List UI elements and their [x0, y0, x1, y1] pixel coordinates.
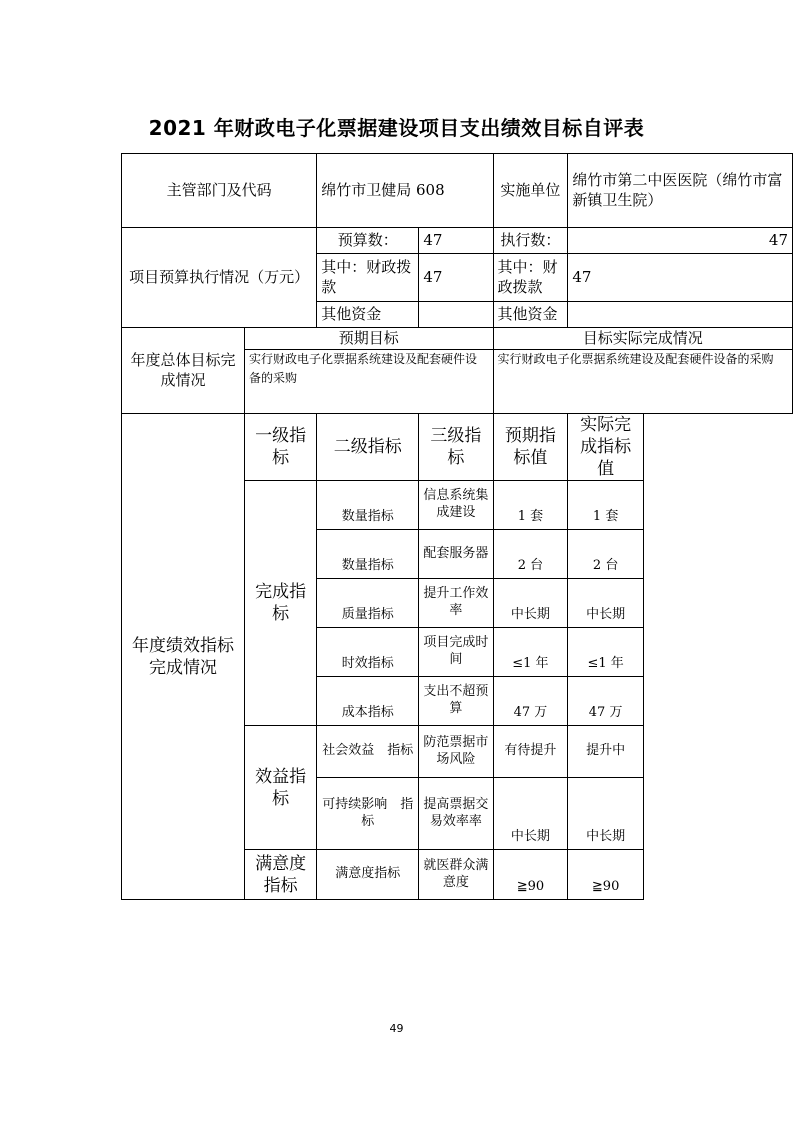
other-plan-value [419, 302, 493, 328]
level3-cell: 就医群众满意度 [419, 850, 493, 900]
level2-header: 二级指标 [317, 414, 419, 481]
actual-cell: 中长期 [568, 778, 644, 850]
expected-cell: 47 万 [493, 677, 568, 726]
dept-label: 主管部门及代码 [122, 154, 317, 228]
level2-cell: 数量指标 [317, 481, 419, 530]
actual-cell: ≧90 [568, 850, 644, 900]
level2-cell: 社会效益 指标 [317, 726, 419, 778]
fiscal-exec-label: 其中：财政拨款 [493, 254, 568, 302]
actual-cell: 1 套 [568, 481, 644, 530]
expected-cell: 有待提升 [493, 726, 568, 778]
level2-cell: 满意度指标 [317, 850, 419, 900]
dept-value: 绵竹市卫健局 608 [317, 154, 493, 228]
actual-cell: 2 台 [568, 530, 644, 579]
performance-header-row [122, 414, 793, 481]
actual-goal-header: 目标实际完成情况 [493, 328, 792, 350]
level2-cell: 时效指标 [317, 628, 419, 677]
budget-row-plan [122, 228, 793, 254]
other-exec-label: 其他资金 [493, 302, 568, 328]
level1-header: 一级指标 [245, 414, 317, 481]
fiscal-plan-value: 47 [419, 254, 493, 302]
actual-cell: 47 万 [568, 677, 644, 726]
level2-cell: 数量指标 [317, 530, 419, 579]
level3-cell: 支出不超预算 [419, 677, 493, 726]
expected-cell: ≤1 年 [493, 628, 568, 677]
performance-label: 年度绩效指标完成情况 [122, 414, 245, 900]
expected-cell: 1 套 [493, 481, 568, 530]
expected-goal-text: 实行财政电子化票据系统建设及配套硬件设备的采购 [245, 350, 493, 414]
unit-label: 实施单位 [493, 154, 568, 228]
actual-cell: 中长期 [568, 579, 644, 628]
expected-value-header: 预期指标值 [493, 414, 568, 481]
level2-cell: 可持续影响 指标 [317, 778, 419, 850]
level2-cell: 成本指标 [317, 677, 419, 726]
basic-info-row [122, 154, 793, 228]
expected-cell: 中长期 [493, 579, 568, 628]
level3-cell: 提高票据交易效率率 [419, 778, 493, 850]
budget-exec-label: 执行数： [493, 228, 568, 254]
group-label: 满意度指标 [245, 850, 317, 900]
self-evaluation-table [121, 153, 793, 900]
budget-plan-label: 预算数： [317, 228, 419, 254]
expected-cell: 中长期 [493, 778, 568, 850]
overall-header-row [122, 328, 793, 350]
fiscal-exec-value: 47 [568, 254, 793, 302]
unit-value: 绵竹市第二中医医院（绵竹市富新镇卫生院） [568, 154, 793, 228]
actual-value-header: 实际完成指标值 [568, 414, 644, 481]
overall-label: 年度总体目标完成情况 [122, 328, 245, 414]
budget-exec-value: 47 [568, 228, 793, 254]
actual-cell: ≤1 年 [568, 628, 644, 677]
level3-cell: 防范票据市场风险 [419, 726, 493, 778]
budget-plan-value: 47 [419, 228, 493, 254]
level3-cell: 项目完成时间 [419, 628, 493, 677]
level2-cell: 质量指标 [317, 579, 419, 628]
level3-header: 三级指标 [419, 414, 493, 481]
other-exec-value [568, 302, 793, 328]
level3-cell: 提升工作效率 [419, 579, 493, 628]
actual-cell: 提升中 [568, 726, 644, 778]
group-label: 完成指标 [245, 481, 317, 726]
other-label: 其他资金 [317, 302, 419, 328]
expected-goal-header: 预期目标 [245, 328, 493, 350]
budget-label: 项目预算执行情况（万元） [122, 228, 317, 328]
level3-cell: 信息系统集成建设 [419, 481, 493, 530]
actual-goal-text: 实行财政电子化票据系统建设及配套硬件设备的采购 [493, 350, 792, 414]
level3-cell: 配套服务器 [419, 530, 493, 579]
group-label: 效益指标 [245, 726, 317, 850]
fiscal-label: 其中：财政拨款 [317, 254, 419, 302]
page-title: 2021 年财政电子化票据建设项目支出绩效目标自评表 [148, 116, 645, 140]
expected-cell: ≧90 [493, 850, 568, 900]
expected-cell: 2 台 [493, 530, 568, 579]
page-number: 49 [389, 1022, 404, 1035]
